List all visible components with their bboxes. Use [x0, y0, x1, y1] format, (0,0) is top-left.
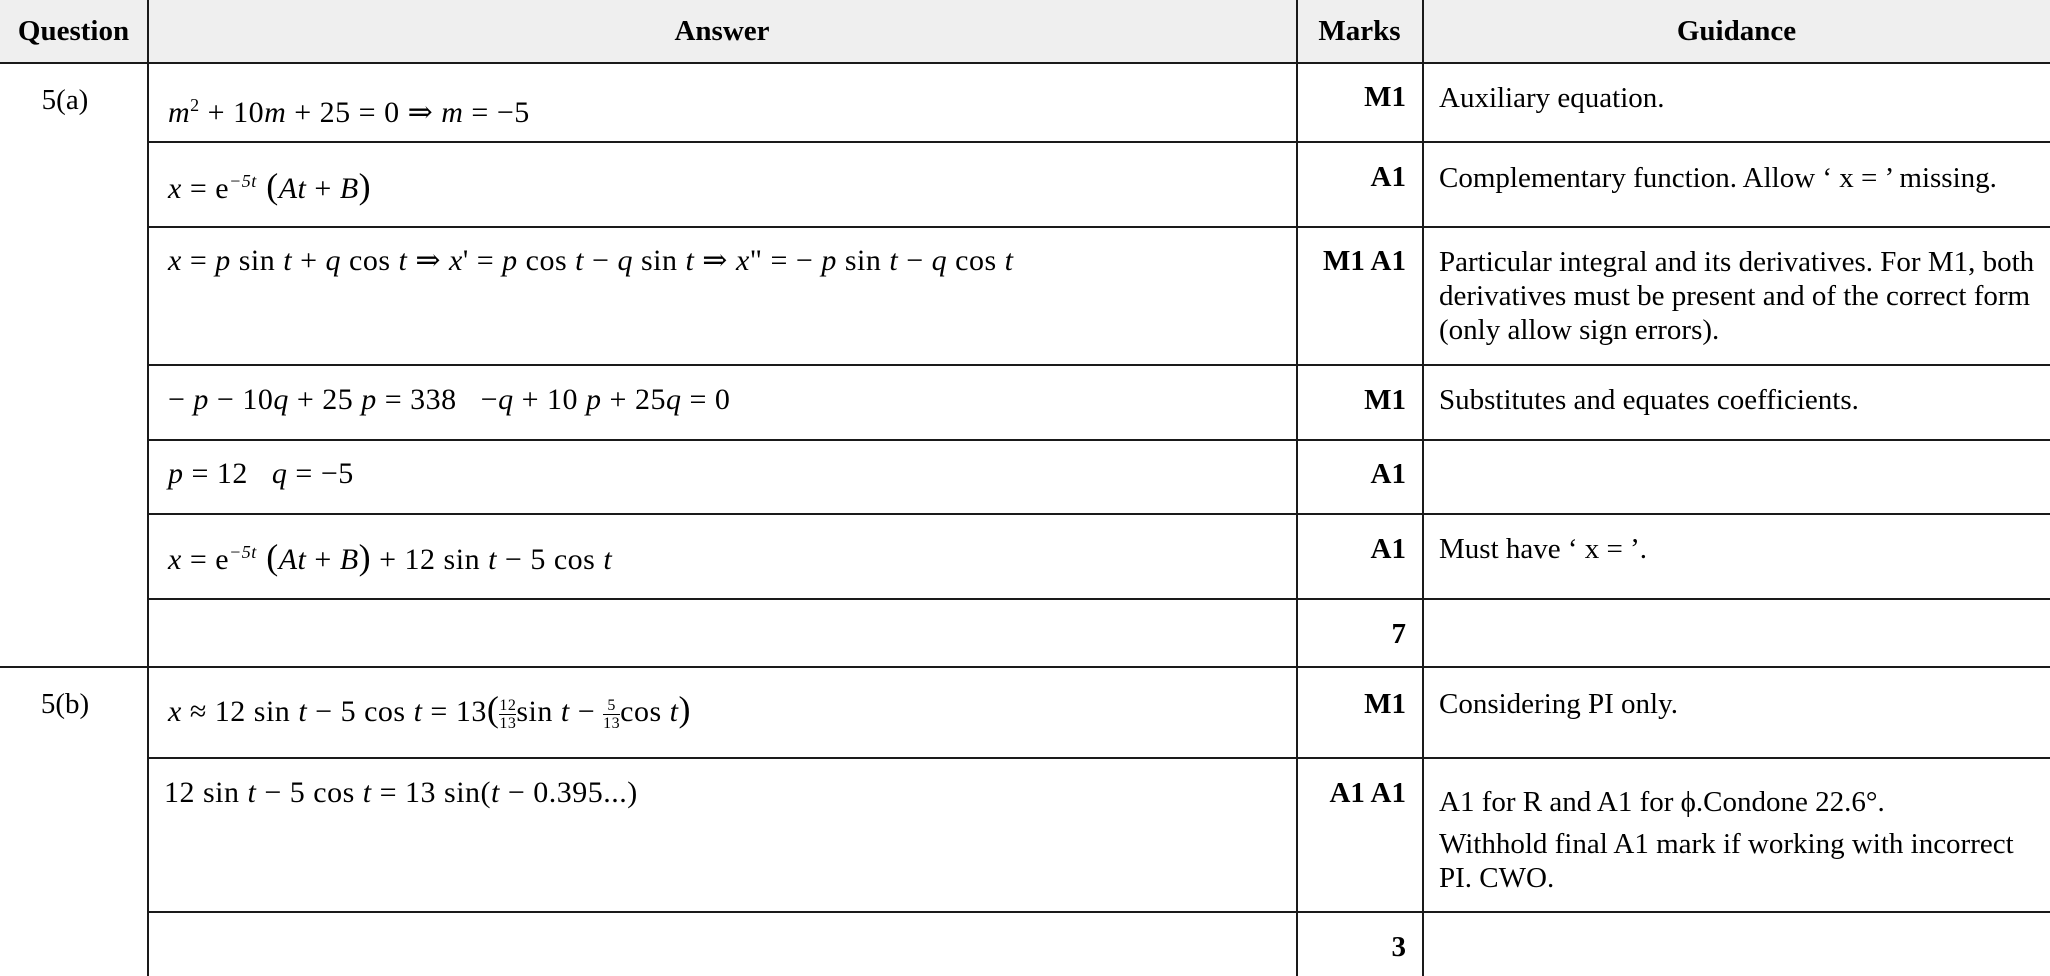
marks-cell: A1 [1370, 458, 1406, 490]
header-divider [0, 62, 2050, 64]
row-divider [147, 439, 2050, 441]
header-guidance: Guidance [1423, 0, 2050, 62]
marks-cell: M1 [1364, 81, 1406, 113]
answer-cell: $x = e^{-5t}$ (At + B) [168, 166, 372, 206]
row-divider [147, 226, 2050, 228]
marks-cell: M1 A1 [1323, 245, 1406, 277]
answer-cell: x ≈ 12 sin t − 5 cos t = 13( $\frac{12}{13}$ sin t − $\frac{5}{13}$ cos t) [168, 689, 691, 732]
marks-cell: A1 [1370, 533, 1406, 565]
guidance-cell: Substitutes and equates coefficients. [1439, 384, 1859, 416]
row-divider [147, 141, 2050, 143]
answer-cell: $x = e^{-5t}$ (At + B) + 12 sin t − 5 cos t [168, 537, 613, 577]
section-divider [0, 666, 2050, 668]
answer-cell: $m^2 + 10m + 25 = 0$ ⇒ m = −5 [168, 95, 530, 129]
row-divider [147, 513, 2050, 515]
guidance-line: A1 for R and A1 for ϕ.Condone 22.6°. [1439, 786, 1885, 818]
row-divider [147, 598, 2050, 600]
marks-cell: M1 [1364, 384, 1406, 416]
header-question: Question [0, 0, 147, 62]
row-divider [147, 757, 2050, 759]
total-marks-cell: 7 [1391, 618, 1406, 650]
answer-cell: − p − 10q + 25 p = 338 −q + 10 p + 25q = 0 [168, 383, 731, 416]
answer-cell: 12 sin t − 5 cos t = 13 sin(t − 0.395...) [164, 776, 638, 809]
row-divider [147, 364, 2050, 366]
guidance-cell: Must have ‘ x = ’. [1439, 533, 1648, 565]
marks-cell: A1 [1370, 161, 1406, 193]
guidance-cell: Auxiliary equation. [1439, 82, 1665, 114]
marks-cell: A1 A1 [1329, 777, 1406, 809]
guidance-cell [1424, 785, 2050, 895]
question-number: 5(a) [41, 84, 89, 116]
question-number: 5(b) [40, 688, 90, 720]
answer-cell: p = 12 q = −5 [168, 457, 354, 490]
guidance-line: Withhold final A1 mark if working with incorrect PI. CWO. [1439, 828, 2014, 894]
answer-cell: x = p sin t + q cos t ⇒ x' = p cos t − q sin t ⇒ x" = − p sin t − q cos t [168, 244, 1014, 277]
header-answer: Answer [148, 0, 1296, 62]
guidance-cell: Particular integral and its derivatives. For M1, both derivatives must be present and of the correct form (only allow sign errors). [1439, 246, 2035, 346]
total-marks-cell: 3 [1391, 931, 1406, 963]
header-marks: Marks [1297, 0, 1422, 62]
guidance-cell: Considering PI only. [1439, 688, 1678, 720]
marks-cell: M1 [1364, 688, 1406, 720]
guidance-cell: Complementary function. Allow ‘ x = ’ missing. [1439, 162, 1997, 194]
row-divider [147, 911, 2050, 913]
